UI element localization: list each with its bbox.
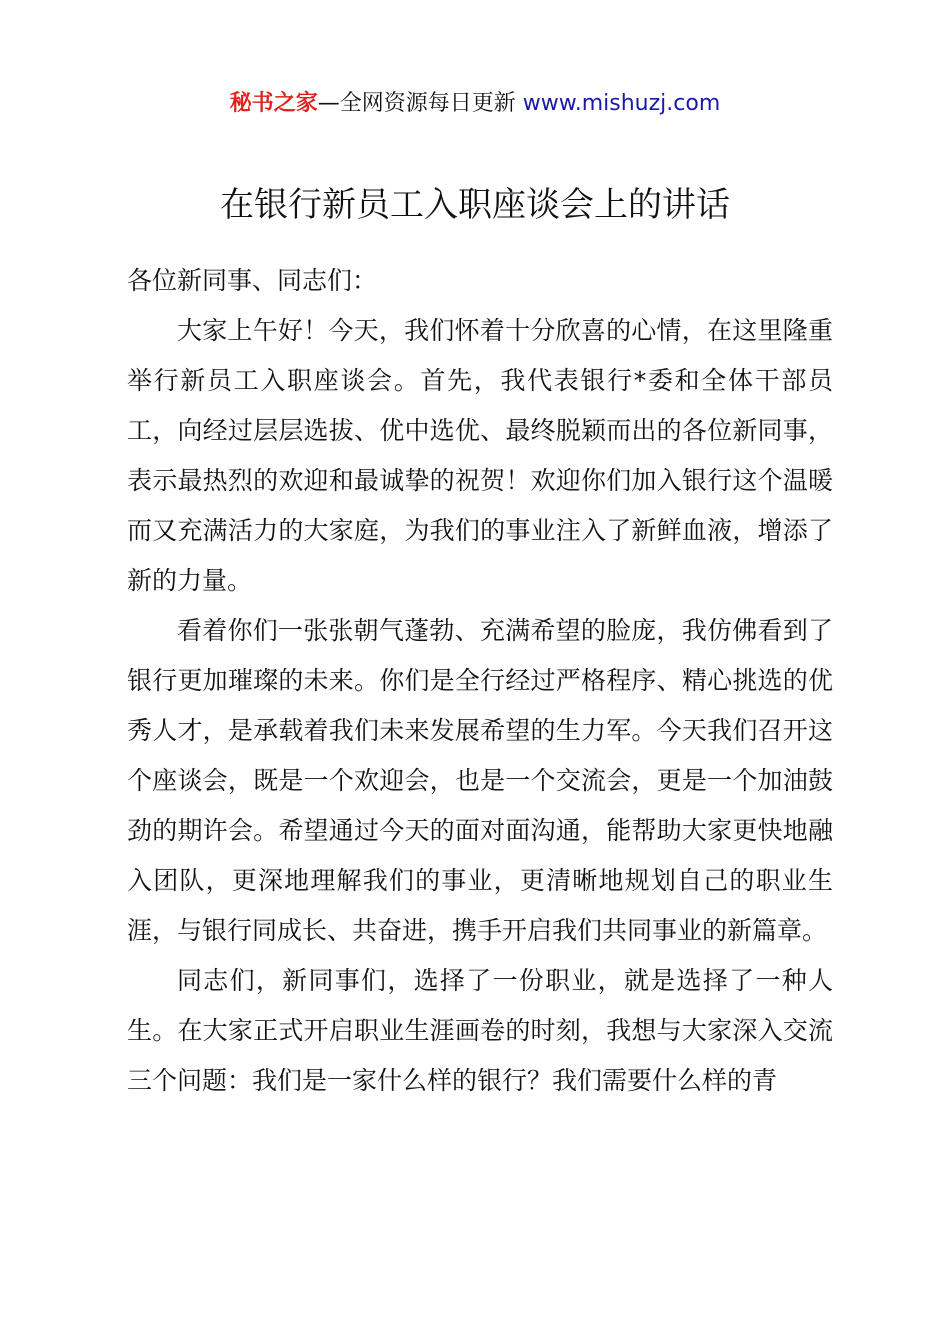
- paragraph-2: 看着你们一张张朝气蓬勃、充满希望的脸庞，我仿佛看到了银行更加璀璨的未来。你们是全行经过严格程序、精心挑选的优秀人才，是承载着我们未来发展希望的生力军。今天我们召开这个座谈会，既是一个欢迎会，也是一个交流会，更是一个加油鼓劲的期许会。希望通过今天的面对面沟通，能帮助大家更快地融入团队，更深地理解我们的事业，更清晰地规划自己的职业生涯，与银行同成长、共奋进，携手开启我们共同事业的新篇章。: [127, 616, 833, 945]
- header-tagline: —全网资源每日更新: [317, 91, 523, 116]
- paragraph-3: 同志们，新同事们，选择了一份职业，就是选择了一种人生。在大家正式开启职业生涯画卷的时刻，我想与大家深入交流三个问题：我们是一家什么样的银行？我们需要什么样的青: [127, 966, 833, 1095]
- brand-name: 秘书之家: [229, 91, 318, 116]
- salutation: 各位新同事、同志们：: [127, 266, 378, 295]
- website-url[interactable]: www.mishuzj.com: [522, 91, 721, 116]
- paragraph-1: 大家上午好！今天，我们怀着十分欣喜的心情，在这里隆重举行新员工入职座谈会。首先，我代表银行*委和全体干部员工，向经过层层选拔、优中选优、最终脱颖而出的各位新同事，表示最热烈的欢迎和最诚挚的祝贺！欢迎你们加入银行这个温暖而又充满活力的大家庭，为我们的事业注入了新鲜血液，增添了新的力量。: [127, 316, 833, 595]
- site-header: [0, 88, 950, 120]
- document-title: 在银行新员工入职座谈会上的讲话: [220, 185, 730, 225]
- document-body: [127, 256, 833, 1106]
